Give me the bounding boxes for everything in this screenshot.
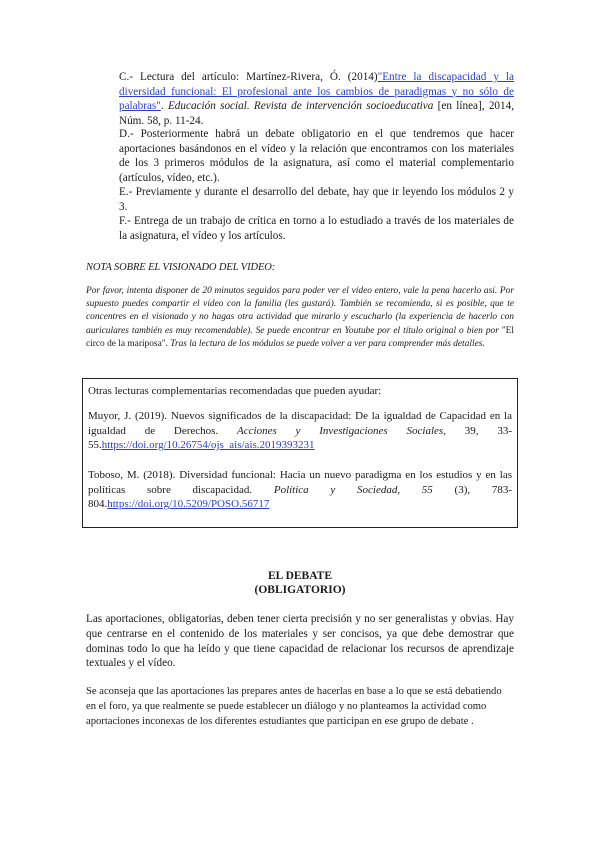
ref1-doi-link[interactable]: https://doi.org/10.26754/ojs_ais/ais.2019393231 (101, 439, 315, 451)
ref1-journal: Acciones y Investigaciones Sociales (237, 424, 444, 437)
debate-subtitle: (OBLIGATORIO) (254, 584, 346, 596)
item-c-separator: . (160, 100, 168, 112)
list-item-f: F.- Entrega de un trabajo de crítica en torno a lo estudiado a través de los materiales de la asignatura, el vídeo y los artículos. (119, 215, 514, 242)
note-body (86, 285, 514, 351)
note-body-quote: "El circo de la mariposa" (86, 325, 514, 349)
ref2-vol: (3), 783-804. (88, 483, 513, 510)
ref1-vol: , 39, 33-55. (88, 424, 513, 451)
ref2-journal: Política y Sociedad, 55 (273, 483, 433, 496)
ref2-doi-link[interactable]: https://doi.org/10.5209/POSO.56717 (107, 498, 270, 510)
item-c-prefix: C.- Lectura del artículo: Martínez-Rivera, Ó. (2014) (119, 71, 378, 83)
list-item-d: D.- Posteriormente habrá un debate obligatorio en el que tendremos que hacer aportaciones basándonos en el vídeo y la relación que encontramos con los materiales de los 3 primeros módulos de la asignatura, así como el material complementario (artículos, vídeo, etc.). (119, 128, 514, 184)
debate-paragraph-1: Las aportaciones, obligatorias, deben tener cierta precisión y no ser generalistas y obvias. Hay que centrarse en el contenido de los materiales y ser concisos, ya que debe demostrar que dominas todo lo que ha leído y que tiene capacidad de relacionar los recursos de aprendizaje textuales y el vídeo. (86, 613, 514, 670)
box-heading: Otras lecturas complementarias recomendadas que pueden ayudar: (88, 385, 382, 397)
complementary-readings-box (82, 378, 518, 528)
list-item-e: E.- Previamente y durante el desarrollo del debate, hay que ir leyendo los módulos 2 y 3. (119, 186, 514, 213)
note-body-part2: . Tras la lectura de los módulos se puede volver a ver para comprender más detalles. (165, 338, 485, 349)
debate-title: EL DEBATE (267, 570, 333, 582)
reference-toboso (88, 468, 512, 512)
note-body-part1: Por favor, intenta disponer de 20 minutos seguidos para poder ver el vídeo entero, vale la pena hacerlo así. Por supuesto puedes compartir el vídeo con la familia (les gustará). También se recomienda, si es posible, que te concentres en el visionado y no hagas otra actividad que mirarlo y escucharlo (la experiencia de hacerlo con auriculares también es muy recomendable). Se puede encontrar en Youtube por el título original o bien por (86, 286, 514, 336)
journal-name: Educación social. Revista de intervención socioeducativa (167, 100, 434, 112)
debate-paragraph-2: Se aconseja que las aportaciones las prepares antes de hacerlas en base a lo que se está debatiendo en el foro, ya que realmente se puede establecer un diálogo y no planteamos la actividad como aportaciones inconexas de los diferentes estudiantes que participan en ese grupo de debate . (86, 686, 502, 727)
article-link[interactable]: "Entre la discapacidad y la diversidad funcional: El profesional ante los cambios de paradigmas y no sólo de palabras" (119, 71, 515, 112)
ref2-text: Toboso, M. (2018). Diversidad funcional: Hacia un nuevo paradigma en los estudios y en las políticas sobre discapacidad. (88, 469, 512, 496)
item-c-suffix: [en línea], 2014, Núm. 58, p. 11-24. (119, 100, 514, 127)
list-item-c (119, 70, 514, 128)
reference-muyor (88, 409, 512, 453)
note-title: NOTA SOBRE EL VISIONADO DEL VIDEO: (86, 262, 276, 273)
ref1-text: Muyor, J. (2019). Nuevos significados de la discapacidad: De la igualdad de Capacidad en la igualdad de Derechos. (88, 410, 512, 437)
